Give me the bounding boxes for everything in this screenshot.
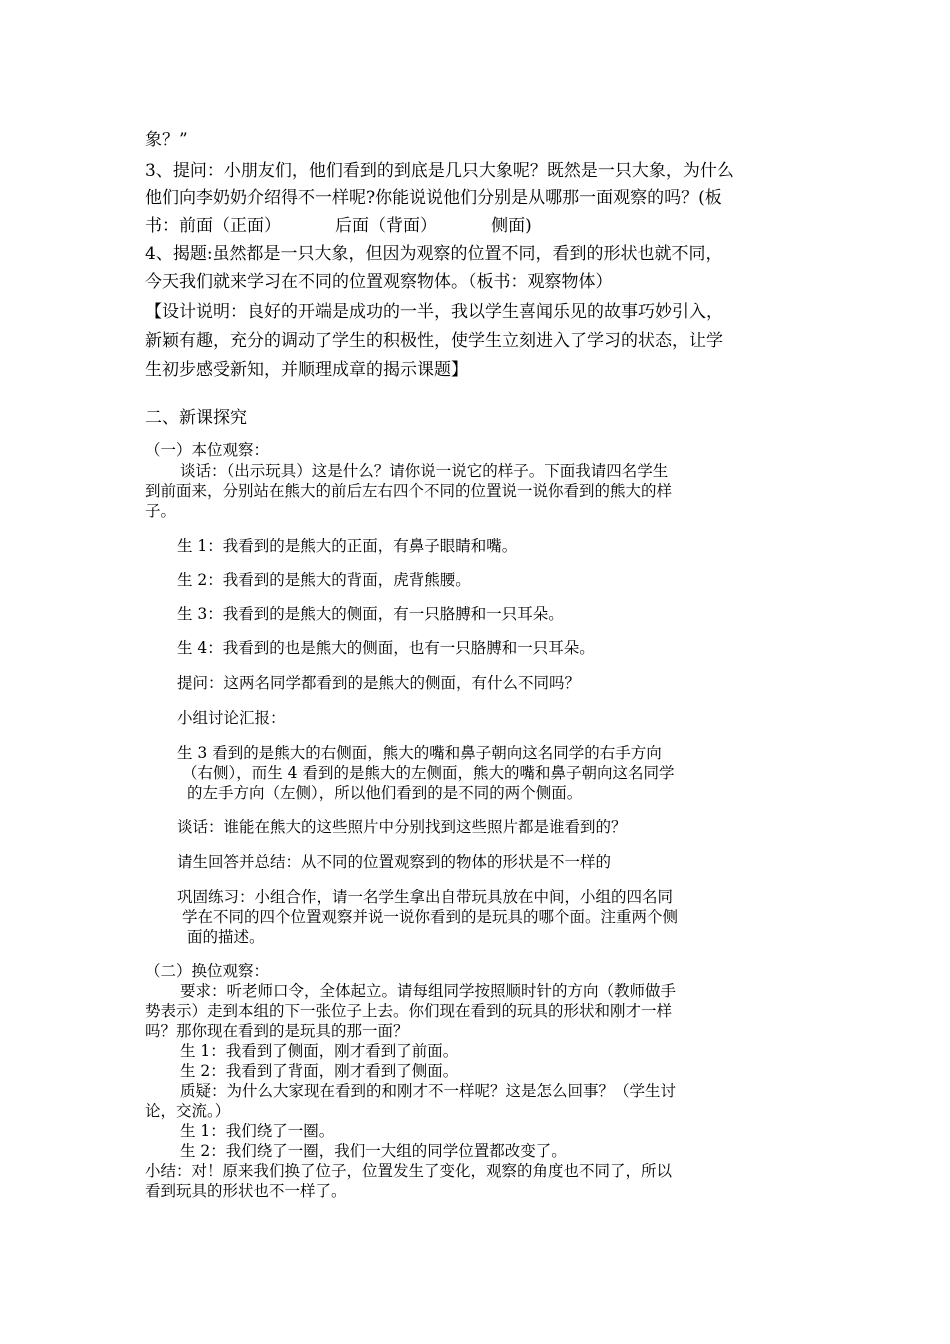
- text-line: 书：前面（正面） 后面（背面） 侧面): [145, 216, 532, 236]
- student-answer: 生 1：我看到的是熊大的正面，有鼻子眼睛和嘴。: [177, 537, 518, 555]
- text-line: 谈话：（出示玩具）这是什么？请你说一说它的样子。下面我请四名学生: [180, 462, 669, 480]
- text-line: 子。: [145, 502, 177, 520]
- student-answer: 生 2：我看到的是熊大的背面，虎背熊腰。: [177, 571, 471, 589]
- subsection-heading: （一）本位观察：: [145, 441, 270, 459]
- section-heading: 二、新课探究: [145, 408, 247, 428]
- text-line: 提问：这两名同学都看到的是熊大的侧面，有什么不同吗？: [177, 674, 581, 692]
- text-line: 到前面来，分别站在熊大的前后左右四个不同的位置说一说你看到的熊大的样: [145, 482, 673, 500]
- student-answer: 生 2：我们绕了一圈，我们一大组的同学位置都改变了。: [180, 1142, 567, 1160]
- text-line: 质疑：为什么大家现在看到的和刚才不一样呢？这是怎么回事？（学生讨: [180, 1082, 677, 1100]
- text-line: 论，交流。）: [145, 1102, 231, 1120]
- text-line: 象？”: [145, 130, 188, 150]
- subsection-heading: （二）换位观察：: [145, 962, 270, 980]
- text-line: 吗？那你现在看到的是玩具的那一面？: [145, 1022, 409, 1040]
- design-note-line: 新颖有趣，充分的调动了学生的积极性，使学生立刻进入了学习的状态，让学: [145, 331, 723, 351]
- student-answer: 生 1：我们绕了一圈。: [180, 1122, 335, 1140]
- summary-line: 看到玩具的形状也不一样了。: [145, 1182, 347, 1200]
- summary-line: 小结：对！原来我们换了位子，位置发生了变化，观察的角度也不同了，所以: [145, 1162, 673, 1180]
- design-note-line: 【设计说明：良好的开端是成功的一半，我以学生喜闻乐见的故事巧妙引入，: [145, 302, 723, 322]
- text-line: 4、揭题:虽然都是一只大象，但因为观察的位置不同，看到的形状也就不同，: [145, 244, 723, 264]
- report-line: 的左手方向（左侧），所以他们看到的是不同的两个侧面。: [187, 784, 583, 802]
- text-line: 要求：听老师口令，全体起立。请每组同学按照顺时针的方向（教师做手: [180, 982, 677, 1000]
- design-note-line: 生初步感受新知，并顺理成章的揭示课题】: [145, 360, 468, 380]
- student-answer: 生 1：我看到了侧面，刚才看到了前面。: [180, 1042, 459, 1060]
- text-line: 今天我们就来学习在不同的位置观察物体。（板书：观察物体）: [145, 272, 613, 292]
- exercise-line: 面的描述。: [187, 928, 265, 946]
- exercise-line: 学在不同的四个位置观察并说一说你看到的是玩具的哪个面。注重两个侧: [182, 908, 679, 926]
- exercise-line: 巩固练习：小组合作，请一名学生拿出自带玩具放在中间，小组的四名同: [177, 888, 674, 906]
- text-line: 3、提问：小朋友们，他们看到的到底是几只大象呢？既然是一只大象，为什么: [145, 161, 734, 181]
- text-line: 小组讨论汇报：: [177, 709, 286, 727]
- report-line: 生 3 看到的是熊大的右侧面，熊大的嘴和鼻子朝向这名同学的右手方向: [177, 744, 662, 762]
- text-line: 势表示）走到本组的下一张位子上去。你们现在看到的玩具的形状和刚才一样: [145, 1002, 673, 1020]
- text-line: 请生回答并总结：从不同的位置观察到的物体的形状是不一样的: [177, 853, 612, 871]
- text-line: 谈话：谁能在熊大的这些照片中分别找到这些照片都是谁看到的？: [177, 818, 627, 836]
- text-line: 他们向李奶奶介绍得不一样呢?你能说说他们分别是从哪那一面观察的吗？(板: [145, 188, 722, 208]
- report-line: （右侧），而生 4 看到的是熊大的左侧面，熊大的嘴和鼻子朝向这名同学: [182, 764, 675, 782]
- student-answer: 生 4：我看到的也是熊大的侧面，也有一只胳膊和一只耳朵。: [177, 639, 595, 657]
- student-answer: 生 3：我看到的是熊大的侧面，有一只胳膊和一只耳朵。: [177, 605, 564, 623]
- student-answer: 生 2：我看到了背面，刚才看到了侧面。: [180, 1062, 459, 1080]
